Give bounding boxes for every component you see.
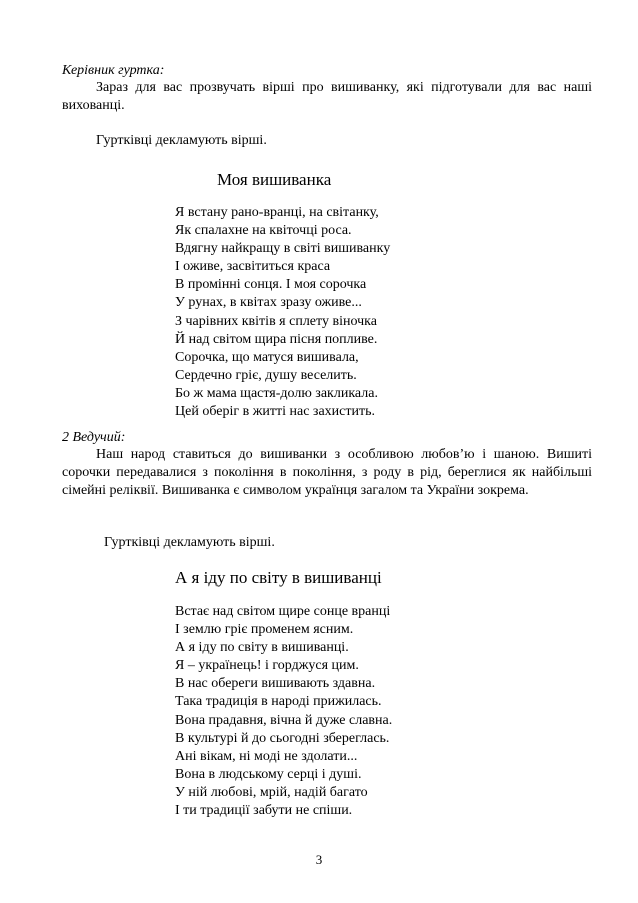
speaker-label-host-2: 2 Ведучий: [62, 430, 126, 445]
poem-line: Я – українець! і горджуся цим. [175, 658, 359, 674]
poem-line: У рунах, в квітах зразу оживе... [175, 295, 362, 311]
poem-a-ya-idu [175, 603, 392, 820]
speaker-label-club-leader: Керівник гуртка: [62, 63, 165, 78]
poem-line: В нас обереги вишивають здавна. [175, 676, 376, 692]
poem-line: Й над світом щира пісня попливе. [175, 331, 378, 347]
poem-line: Вона прадавня, вічна й дуже славна. [175, 712, 393, 728]
poem-line: Сорочка, що матуся вишивала, [175, 349, 359, 365]
vyshyvanka-paragraph: Наш народ ставиться до вишиванки з особливою любов’ю і шаною. Вишиті сорочки передавалися з покоління в покоління, з роду в рід, береглися як найбільші сімейні реліквії. Вишиванка є символом українця загалом та України зокрема. [62, 447, 592, 498]
poem-line: Бо ж мама щастя-долю закликала. [175, 385, 378, 401]
poem-line: Сердечно гріє, душу веселить. [175, 367, 357, 383]
poem-line: Встає над світом щире сонце вранці [175, 604, 391, 619]
stage-direction-1: Гуртківці декламують вірші. [96, 133, 267, 148]
poem-line: З чарівних квітів я сплету віночка [175, 313, 377, 329]
poem-line: І оживе, засвітиться краса [175, 259, 331, 275]
poem-line: Вона в людському серці і душі. [175, 766, 362, 782]
poem-title-moya-vyshyvanka: Моя вишиванка [217, 170, 332, 189]
intro-paragraph: Зараз для вас прозвучать вірші про вишиванку, які підготували для вас наші вихованці. [62, 80, 592, 113]
poem-line: В культурі й до сьогодні збереглась. [175, 730, 390, 746]
poem-line: Ані вікам, ні моді не здолати... [175, 748, 358, 764]
poem-moya-vyshyvanka [175, 204, 390, 421]
poem-line: Я встану рано-вранці, на світанку, [175, 205, 379, 220]
page-number: 3 [315, 852, 323, 867]
poem-line: Як спалахне на квіточці роса. [175, 223, 352, 239]
poem-line: В промінні сонця. І моя сорочка [175, 277, 367, 293]
poem-line: У ній любові, мрій, надій багато [175, 784, 368, 800]
stage-direction-2: Гуртківці декламують вірші. [104, 535, 275, 550]
poem-line: І ти традиції забути не спіши. [175, 803, 353, 819]
poem-line: Вдягну найкращу в світі вишиванку [175, 241, 391, 257]
poem-line: А я іду по світу в вишиванці. [175, 640, 349, 656]
poem-line: Цей оберіг в житті нас захистить. [175, 404, 375, 420]
poem-title-a-ya-idu: А я іду по світу в вишиванці [175, 568, 382, 587]
poem-line: І землю гріє променем ясним. [175, 622, 354, 638]
poem-line: Така традиція в народі прижилась. [175, 694, 382, 710]
